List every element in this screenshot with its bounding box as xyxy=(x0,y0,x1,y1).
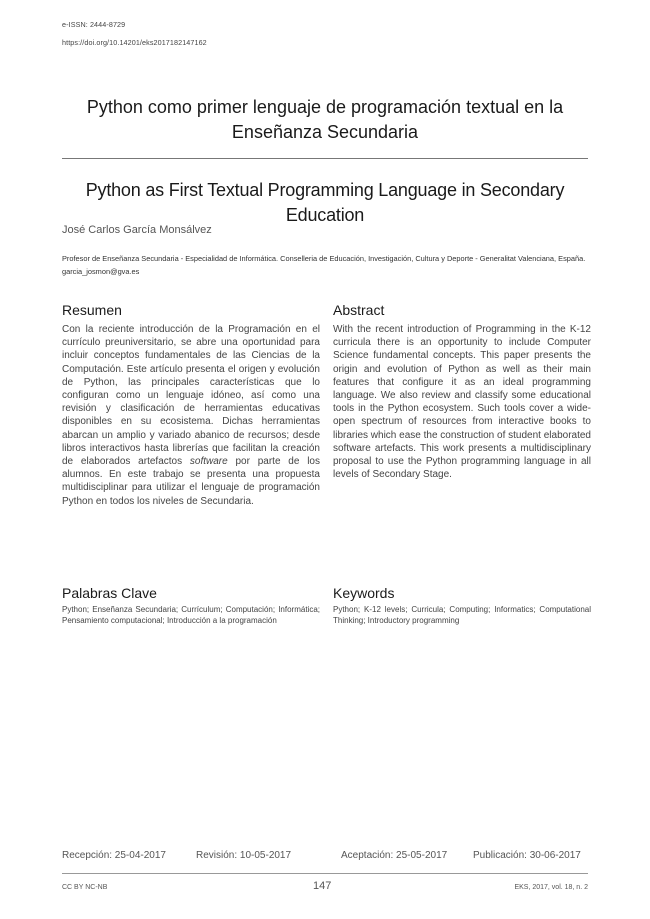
resumen-text-part2: por parte de los alumnos. En este trabajo se presenta una propuesta multidisciplinar para utilizar el lenguaje de programación Python en todos los niveles de Secundaria. xyxy=(62,456,320,507)
issn: e-ISSN: 2444-8729 xyxy=(62,20,126,29)
resumen-italic-term: software xyxy=(189,456,228,468)
license-label: CC BY NC-NB xyxy=(62,884,108,891)
doi-link[interactable]: https://doi.org/10.14201/eks2017182147162 xyxy=(62,38,207,47)
keywords-text: Python; K-12 levels; Curricula; Computing; Informatics; Computational Thinking; Introductory programming xyxy=(333,605,591,625)
date-revision: Revisión: 10-05-2017 xyxy=(196,850,292,861)
title-english: Python as First Textual Programming Language in Secondary Education xyxy=(85,180,565,225)
author-affiliation: Profesor de Enseñanza Secundaria - Especialidad de Informática. Conselleria de Educación, Investigación, Cultura y Deporte - Generalitat Valenciana, España. garcia_josmon@gva.es xyxy=(62,254,586,276)
title-spanish: Python como primer lenguaje de programación textual en la Enseñanza Secundaria xyxy=(86,97,564,142)
date-publication: Publicación: 30-06-2017 xyxy=(473,850,581,861)
date-acceptance: Aceptación: 25-05-2017 xyxy=(341,850,448,861)
resumen-heading: Resumen xyxy=(62,302,122,318)
resumen-text-part1: Con la reciente introducción de la Programación en el currículo preuniversitario, se abre una oportunidad para incluir conceptos fundamentales de las Ciencias de la Computación. Este artículo presenta el origen y evolución de Python, las principales características que lo configuran como un lenguaje idóneo, así como una revisión y clasificación de herramientas educativas disponibles en su ecosistema. Dichas herramientas abarcan un amplio y variado abanico de recursos; desde libros interactivos hasta librerías que facilitan la creación de elaborados artefactos xyxy=(62,324,320,468)
date-reception: Recepción: 25-04-2017 xyxy=(62,850,166,861)
page-number: 147 xyxy=(313,880,332,892)
journal-citation: EKS, 2017, vol. 18, n. 2 xyxy=(514,884,588,891)
author-name: José Carlos García Monsálvez xyxy=(62,224,212,236)
title-divider xyxy=(62,158,588,159)
palabras-clave-text: Python; Enseñanza Secundaria; Currículum; Computación; Informática; Pensamiento computacional; Introducción a la programación xyxy=(62,605,320,625)
abstract-text: With the recent introduction of Programming in the K-12 curricula there is an opportunity to include Computer Science fundamental concepts. This paper presents the origin and evolution of Python as well as their main features that configure it as an ideal programming language. We also review and classify some educational tools in the Python ecosystem. Such tools cover a wide-open spectrum of resources from interactive books to libraries which ease the construction of student elaborated software artefacts. This work presents a multidisciplinary proposal to use the Python programming language in all levels of Secondary Stage. xyxy=(333,324,591,481)
abstract-heading: Abstract xyxy=(333,302,385,318)
footer-divider xyxy=(62,873,588,874)
resumen-text xyxy=(62,323,320,508)
palabras-clave-heading: Palabras Clave xyxy=(62,585,157,601)
keywords-heading: Keywords xyxy=(333,585,395,601)
